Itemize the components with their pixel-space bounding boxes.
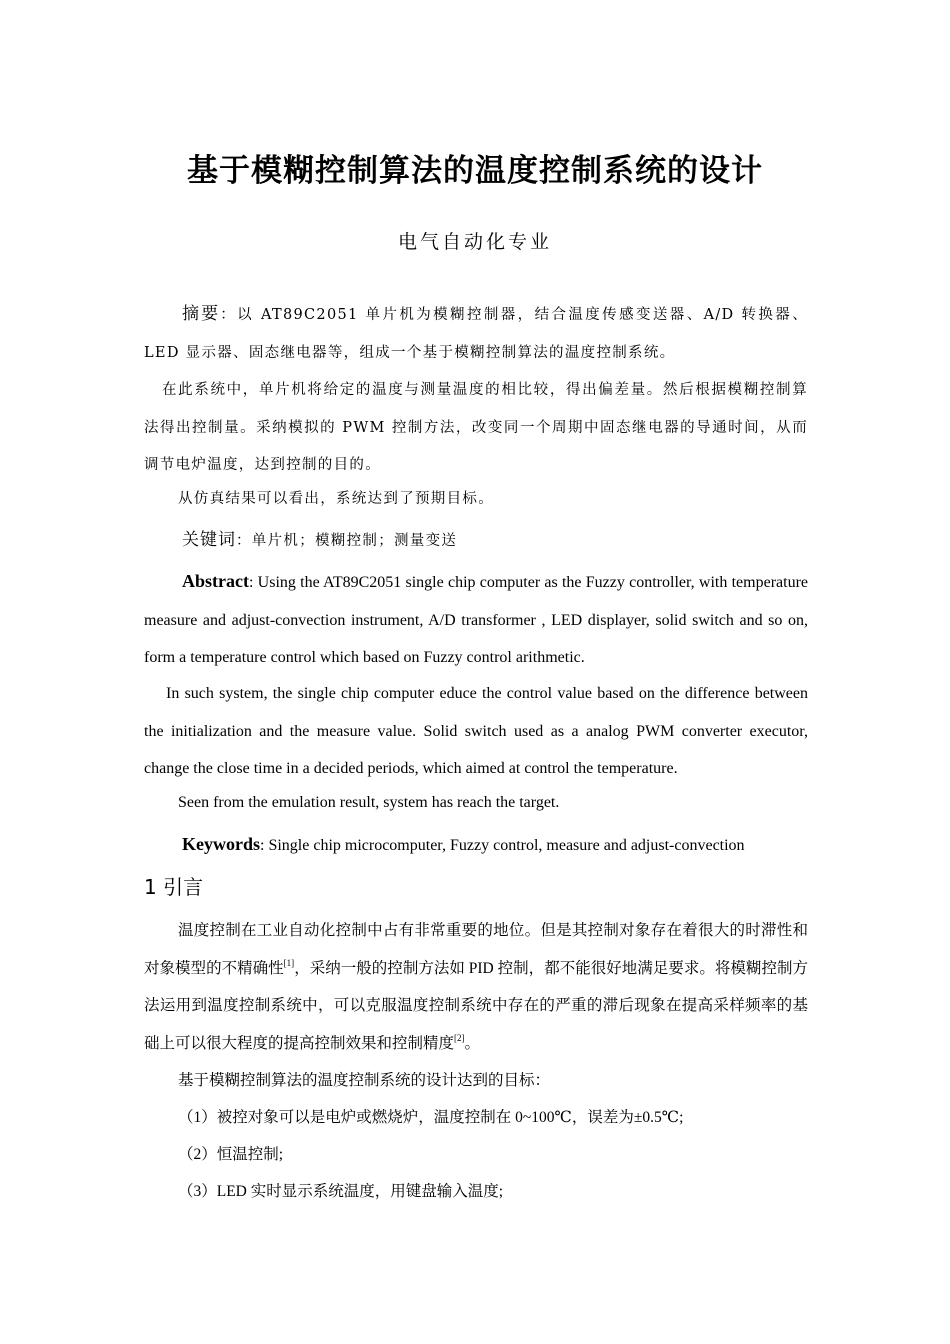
abstract-en-paragraph-3: Seen from the emulation result, system has reach the target. <box>178 794 560 811</box>
goal-intro: 基于模糊控制算法的温度控制系统的设计达到的目标： <box>178 1072 551 1089</box>
keywords-en-label: Keywords <box>182 834 260 854</box>
abstract-cn-paragraph-1: 摘要：以 AT89C2051 单片机为模糊控制器，结合温度传感变送器、A/D 转换器、LED 显示器、固态继电器等，组成一个基于模糊控制算法的温度控制系统。 <box>144 304 808 361</box>
abstract-en-paragraph-1 <box>144 563 808 677</box>
abstract-cn-text: 以 AT89C2051 单片机为模糊控制器，结合温度传感变送器、A/D 转换器、LED 显示器、固态继电器等，组成一个基于模糊控制算法的温度控制系统。 <box>144 307 808 361</box>
abstract-cn-paragraph-3: 从仿真结果可以看出，系统达到了预期目标。 <box>178 491 494 507</box>
abstract-en-paragraph-2: In such system, the single chip computer educe the control value based on the difference between the initialization and the measure value. Solid switch used as a analog PWM converter executor, change the close time in a decided periods, which aimed at control the temperature. <box>144 685 808 777</box>
abstract-en-text: : Using the AT89C2051 single chip computer as the Fuzzy controller, with temperature measure and adjust-convection instrument, A/D transformer , LED displayer, solid switch and so on, form a temperature control which based on Fuzzy control arithmetic. <box>144 574 808 666</box>
section-heading: 1 引言 <box>144 875 204 899</box>
keywords-cn-label: 关键词 <box>182 530 236 550</box>
keywords-en-text: : Single chip microcomputer, Fuzzy control, measure and adjust-convection <box>260 837 745 854</box>
goal-item-3: （3）LED 实时显示系统温度，用键盘输入温度; <box>178 1183 504 1200</box>
keywords-cn <box>144 522 808 561</box>
citation-2: [2] <box>454 1032 465 1043</box>
keywords-en <box>144 826 808 865</box>
abstract-cn-label: 摘要 <box>182 304 221 324</box>
major-name: 电气自动化专业 <box>397 231 552 253</box>
goal-item-1: （1）被控对象可以是电炉或燃烧炉，温度控制在 0~100℃，误差为±0.5℃; <box>178 1109 684 1126</box>
abstract-cn-paragraph-2: 在此系统中，单片机将给定的温度与测量温度的相比较，得出偏差量。然后根据模糊控制算法得出控制量。采纳模拟的 PWM 控制方法，改变同一个周期中固态继电器的导通时间，从而调节电炉温度，达到控制的目的。 <box>144 382 808 473</box>
section-paragraph-1: 温度控制在工业自动化控制中占有非常重要的地位。但是其控制对象存在着很大的时滞性和对象模型的不精确性[1]，采纳一般的控制方法如 PID 控制，都不能很好地满足要求。将模糊控制方法运用到温度控制系统中，可以克服温度控制系统中存在的严重的滞后现象在提高采样频率的基础上可以很大程度的提高控制效果和控制精度[2]。 <box>144 922 808 1052</box>
keywords-cn-text: ：单片机；模糊控制；测量变送 <box>236 533 458 549</box>
citation-1: [1] <box>283 957 295 968</box>
goal-item-2: （2）恒温控制; <box>178 1146 284 1163</box>
paper-title: 基于模糊控制算法的温度控制系统的设计 <box>187 152 763 189</box>
abstract-en-label: Abstract <box>182 571 249 591</box>
